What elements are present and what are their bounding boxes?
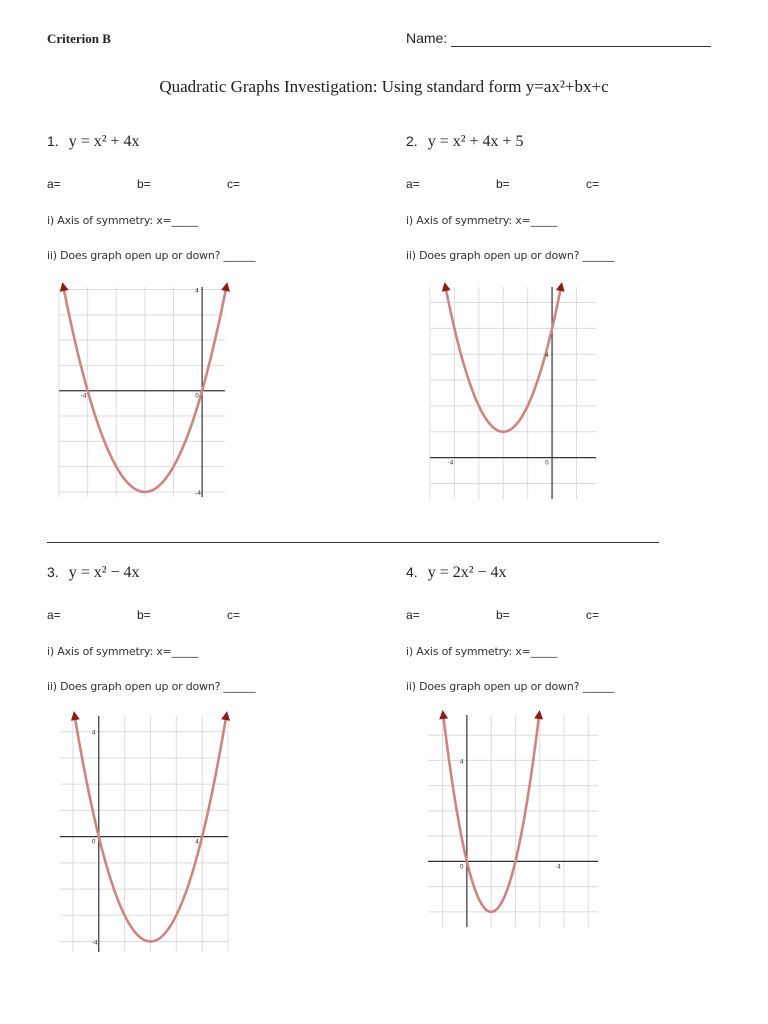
tick-label: 4: [557, 863, 561, 871]
tick-label: 0: [459, 863, 464, 871]
tick-label: 4: [459, 758, 464, 766]
b-blank[interactable]: b=: [496, 177, 510, 191]
problem-number: 3.: [47, 564, 59, 580]
tick-label: 0: [545, 459, 549, 467]
b-blank[interactable]: b=: [137, 608, 151, 622]
problem-number: 1.: [47, 133, 59, 149]
a-blank[interactable]: a=: [47, 608, 61, 622]
equation-text: y = 2x² − 4x: [427, 564, 507, 581]
tick-label: -4: [91, 939, 98, 947]
name-field[interactable]: [451, 46, 711, 47]
open-direction-question[interactable]: ii) Does graph open up or down? ______: [47, 249, 256, 262]
name-label: Name:: [406, 30, 448, 46]
equation-text: y = x² + 4x + 5: [427, 133, 524, 150]
tick-label: 0: [195, 392, 199, 400]
graph-1: [59, 287, 225, 497]
c-blank[interactable]: c=: [227, 177, 241, 191]
axis-of-symmetry-question[interactable]: i) Axis of symmetry: x=_____: [47, 214, 199, 227]
problem-number: 4.: [406, 564, 418, 580]
graph-4: [428, 715, 598, 927]
tick-label: 4: [195, 287, 199, 295]
graph-3: [60, 716, 228, 952]
tick-label: -4: [195, 489, 202, 497]
problem-4-equation: [406, 564, 507, 582]
tick-label: 0: [91, 838, 96, 846]
tick-label: 4: [545, 352, 549, 360]
c-blank[interactable]: c=: [586, 177, 600, 191]
problem-1-equation: [47, 133, 140, 151]
c-blank[interactable]: c=: [227, 608, 241, 622]
tick-label: -4: [447, 459, 454, 467]
equation-text: y = x² − 4x: [68, 564, 140, 581]
open-direction-question[interactable]: ii) Does graph open up or down? ______: [47, 680, 256, 693]
problem-2-equation: [406, 133, 524, 151]
open-direction-question[interactable]: ii) Does graph open up or down? ______: [406, 249, 615, 262]
b-blank[interactable]: b=: [137, 177, 151, 191]
a-blank[interactable]: a=: [406, 177, 420, 191]
axis-of-symmetry-question[interactable]: i) Axis of symmetry: x=_____: [406, 214, 558, 227]
a-blank[interactable]: a=: [47, 177, 61, 191]
tick-label: 4: [91, 729, 96, 737]
problem-number: 2.: [406, 133, 418, 149]
tick-label: 4: [195, 838, 199, 846]
a-blank[interactable]: a=: [406, 608, 420, 622]
criterion-label: Criterion B: [47, 31, 111, 46]
problem-3-equation: [47, 564, 140, 582]
axis-of-symmetry-question[interactable]: i) Axis of symmetry: x=_____: [406, 645, 558, 658]
c-blank[interactable]: c=: [586, 608, 600, 622]
axis-of-symmetry-question[interactable]: i) Axis of symmetry: x=_____: [47, 645, 199, 658]
open-direction-question[interactable]: ii) Does graph open up or down? ______: [406, 680, 615, 693]
b-blank[interactable]: b=: [496, 608, 510, 622]
page-title: Quadratic Graphs Investigation: Using standard form y=ax²+bx+c: [159, 77, 609, 96]
tick-label: -4: [80, 392, 87, 400]
equation-text: y = x² + 4x: [68, 133, 140, 150]
graph-2: [430, 287, 596, 499]
